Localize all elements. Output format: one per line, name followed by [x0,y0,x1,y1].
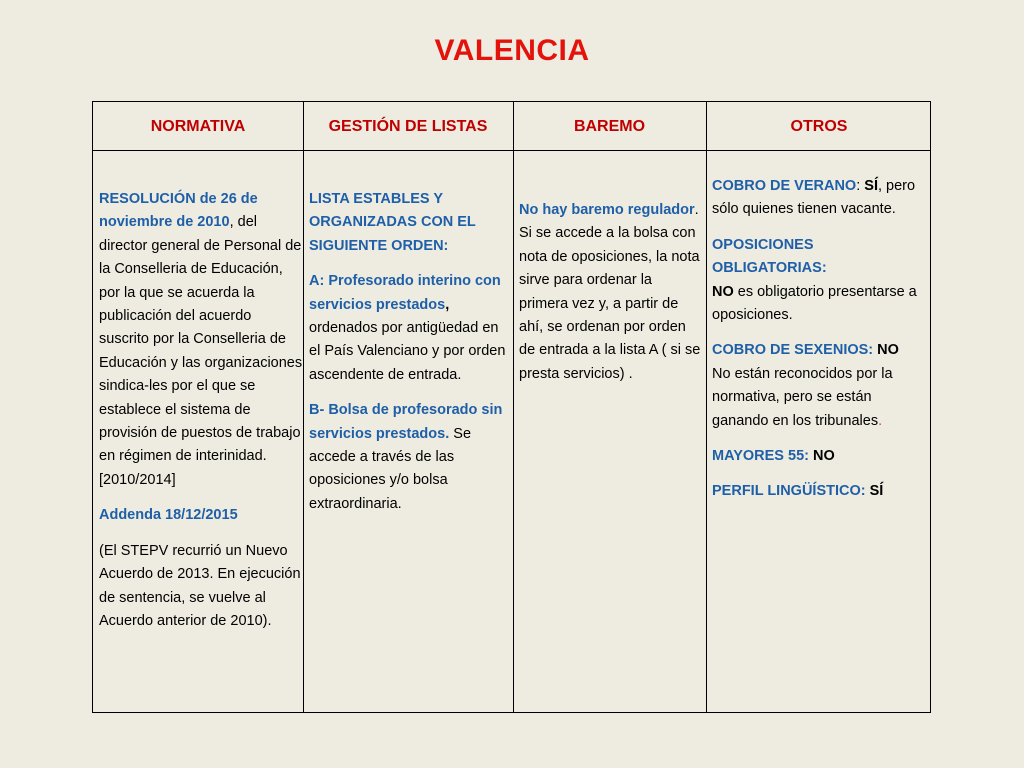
perfil-value: SÍ [865,483,884,500]
resolucion-label: RESOLUCIÓN de 26 de noviembre de 2010 [99,191,258,231]
column-divider [303,102,304,712]
gestion-a [309,270,507,387]
slide-title: VALENCIA [434,34,590,67]
baremo-label: No hay baremo regulador [519,202,695,218]
gestion-b-label: B- Bolsa de profesorado sin servicios prestados. [309,402,503,442]
otros-mayores [712,445,928,468]
oposiciones-value: NO [712,283,734,300]
comparison-table [92,101,931,713]
cobro-verano-colon: : [856,178,861,194]
normativa-resolucion [99,188,303,492]
gestion-intro [309,188,507,258]
oposiciones-label: OPOSICIONES OBLIGATORIAS: [712,236,827,277]
resolucion-text: , del director general de Personal de la Conselleria de Educación, por la que se acuerda la publicación del acuerdo suscrito por la Conselleria de Educación y las organizaciones sindica-les por el que se establece el sistema de provisión de puestos de trabajo en régimen de interinidad. [2010/2014] [99,214,303,488]
otros-oposiciones [712,234,928,328]
gestion-a-text: ordenados por antigüedad en el País Valenciano y por orden ascendente de entrada. [309,320,506,383]
sexenios-label: COBRO DE SEXENIOS: [712,342,874,359]
otros-cobro-verano [712,175,928,222]
otros-perfil [712,480,928,503]
normativa-note: (El STEPV recurrió un Nuevo Acuerdo de 2013. En ejecución de sentencia, se vuelve al Acuerdo anterior de 2010). [99,542,301,629]
sexenios-end: . [878,412,883,429]
cobro-verano-text: , pero sólo quienes tienen vacante. [712,178,916,218]
cobro-verano-label: COBRO DE VERANO [712,178,857,194]
mayores-value: NO [808,448,835,465]
header-otros: OTROS [790,118,848,135]
cobro-verano-value: SÍ [860,178,878,194]
baremo-content [519,199,703,386]
header-divider [93,150,930,151]
sexenios-value: NO [873,342,899,359]
cell-normativa [99,188,303,633]
baremo-text: Si se accede a la bolsa con nota de oposiciones, la nota sirve para ordenar la primera vez y, a partir de ahí, se ordenan por orden de entrada a la lista A ( si se presta servicios) . [519,225,701,382]
oposiciones-text: es obligatorio presentarse a oposiciones. [712,283,917,324]
header-baremo: BAREMO [573,118,646,135]
header-normativa: NORMATIVA [150,118,246,135]
header-gestion-de-listas: GESTIÓN DE LISTAS [328,118,488,135]
gestion-intro-label: LISTA ESTABLES Y ORGANIZADAS CON EL SIGUIENTE ORDEN: [309,191,476,254]
otros-sexenios [712,339,928,433]
mayores-label: MAYORES 55: [712,448,809,465]
perfil-label: PERFIL LINGÜÍSTICO: [712,483,866,500]
gestion-b-text: Se accede a través de las oposiciones y/o bolsa extraordinaria. [309,425,472,512]
gestion-a-comma: , [445,296,450,313]
gestion-a-label: A: Profesorado interino con servicios prestados [309,273,501,313]
column-divider [513,102,514,712]
sexenios-text: No están reconocidos por la normativa, pero se están ganando en los tribunales [712,365,893,429]
column-divider [706,102,707,712]
cell-gestion-de-listas [309,188,507,516]
cell-otros [712,175,928,504]
normativa-addenda [99,504,303,527]
baremo-label-end: . [694,202,699,218]
addenda-label: Addenda 18/12/2015 [99,507,238,524]
cell-baremo [519,199,703,386]
gestion-b [309,399,507,516]
